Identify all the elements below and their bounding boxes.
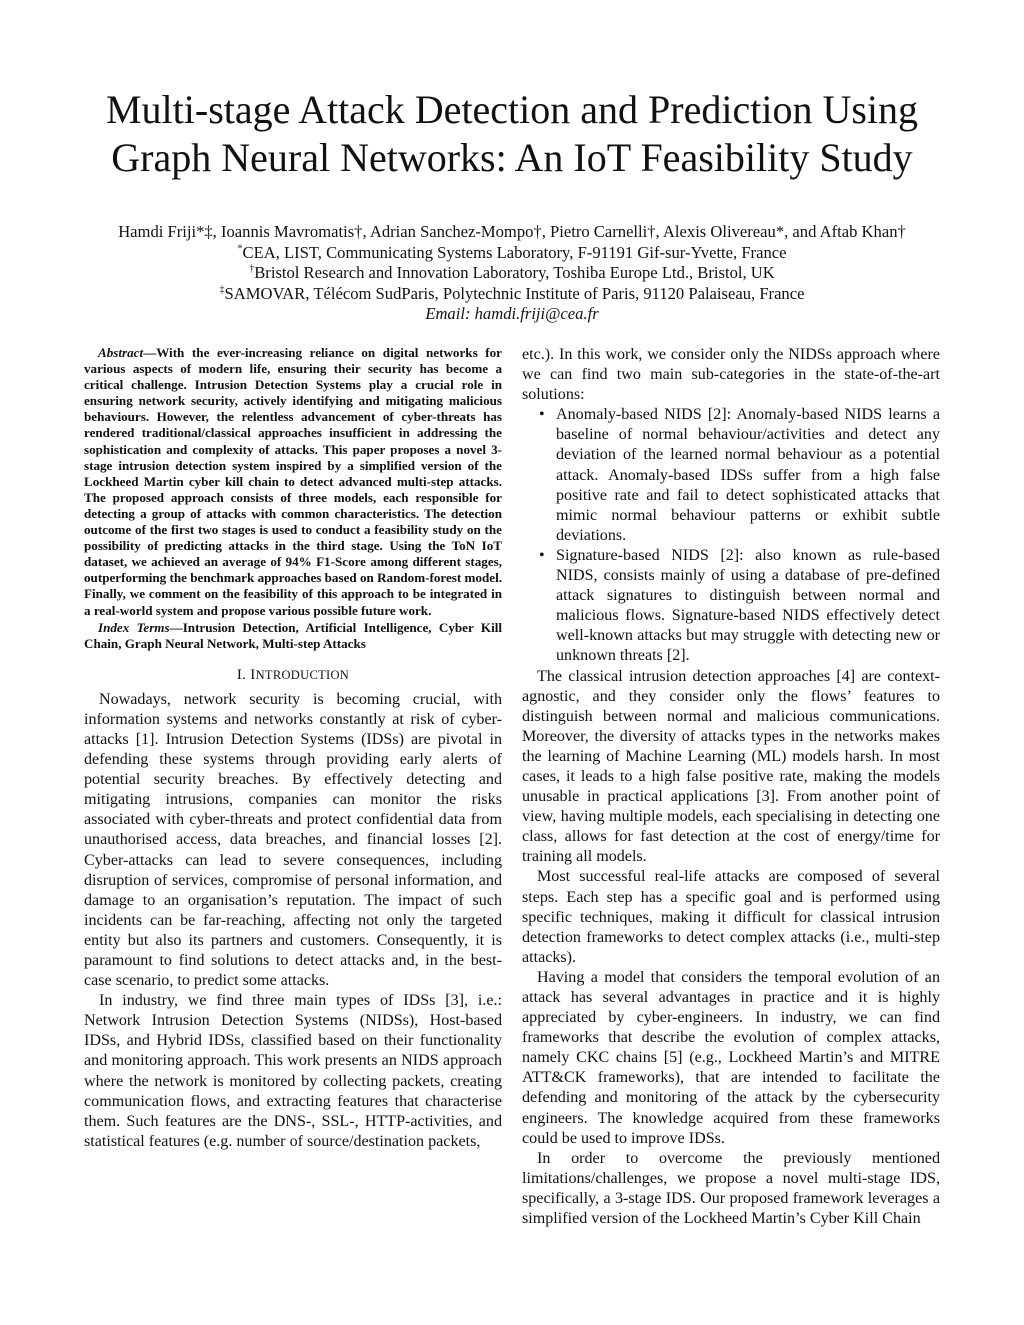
index-terms-label: Index Terms bbox=[98, 619, 170, 635]
title-line-1: Multi-stage Attack Detection and Prediction Using bbox=[105, 87, 919, 132]
left-column bbox=[84, 345, 502, 1152]
list-item bbox=[539, 405, 940, 546]
section-heading-introduction bbox=[84, 667, 502, 684]
paragraph: Having a model that considers the temporal evolution of an attack has several advantages in practice and it is highly appreciated by cyber-engineers. In industry, we can find frameworks that describe the evolution of complex attacks, namely CKC chains [5] (e.g., Lockheed Martin’s and MITRE ATT&CK frameworks), that are intended to facilitate the defending and monitoring of the attack by the cybersecurity engineers. The knowledge acquired from these frameworks could be used to improve IDSs. bbox=[522, 968, 940, 1147]
section-numeral: I. bbox=[236, 666, 251, 683]
affiliation-mark: ‡ bbox=[219, 283, 225, 295]
index-terms-text: —Intrusion Detection, Artificial Intelligence, Cyber Kill Chain, Graph Neural Network, Multi-step Attacks bbox=[84, 619, 502, 651]
affiliation-1 bbox=[20, 243, 1004, 264]
abstract bbox=[84, 345, 502, 619]
author-block bbox=[20, 222, 1004, 325]
author-names: Hamdi Friji*‡, Ioannis Mavromatis†, Adrian Sanchez-Mompo†, Pietro Carnelli†, Alexis Olivereau*, and Aftab Khan† bbox=[118, 222, 906, 241]
paragraph: In order to overcome the previously mentioned limitations/challenges, we propose a novel multi-stage IDS, specifically, a 3-stage IDS. Our proposed framework leverages a simplified version of the Lockheed Martin’s Cyber Kill Chain bbox=[522, 1149, 940, 1228]
list-item-text: Anomaly-based NIDS [2]: Anomaly-based NIDS learns a baseline of normal behaviour/activities and detect any deviation of the learned normal behaviour as a potential attack. Anomaly-based IDSs suffer from a high false positive rate and fail to detect sophisticated attacks that mimic normal behaviour patterns or exhibit subtle deviations. bbox=[556, 406, 940, 544]
bullet-icon: • bbox=[539, 406, 545, 424]
paragraph: In industry, we find three main types of IDSs [3], i.e.: Network Intrusion Detection Systems (NIDSs), Host-based IDSs, and Hybrid IDSs, classified based on their functionality and monitoring approach. This work presents an NIDS approach where the network is monitored by collecting packets, creating communication flows, and extracting features that characterise them. Such features are the DNS-, SSL-, HTTP-activities, and statistical features (e.g. number of source/destination packets, bbox=[84, 992, 502, 1150]
paragraph: Nowadays, network security is becoming crucial, with information systems and networks constantly at risk of cyber-attacks [1]. Intrusion Detection Systems (IDSs) are pivotal in defending these systems through providing early alerts of potential security breaches. By effectively detecting and mitigating intrusions, companies can monitor the risks associated with cyber-threats and protect confidential data from unauthorised access, data breaches, and financial losses [2]. Cyber-attacks can lead to severe consequences, including disruption of services, compromise of personal information, and damage to an organisation’s reputation. The impact of such incidents can be far-reaching, affecting not only the targeted entity but also its partners and customers. Consequently, it is paramount to find solutions to detect attacks and, in the best-case scenario, to predict some attacks. bbox=[84, 690, 502, 990]
affiliation-mark: † bbox=[249, 263, 255, 275]
right-column bbox=[522, 345, 940, 1229]
affiliation-text: CEA, LIST, Communicating Systems Laboratory, F-91191 Gif-sur-Yvette, France bbox=[242, 242, 787, 262]
bullet-icon: • bbox=[539, 546, 545, 564]
affiliation-text: SAMOVAR, Télécom SudParis, Polytechnic Institute of Paris, 91120 Palaiseau, France bbox=[224, 283, 805, 303]
affiliation-2 bbox=[20, 263, 1004, 284]
index-terms bbox=[84, 620, 502, 652]
section-title-cap: I bbox=[250, 666, 256, 683]
affiliation-mark: * bbox=[237, 242, 243, 254]
paper-title bbox=[40, 86, 984, 182]
affiliation-3 bbox=[20, 284, 1004, 305]
bullet-list bbox=[522, 405, 940, 666]
abstract-text: —With the ever-increasing reliance on digital networks for various aspects of modern life, ensuring their security has become a critical challenge. Intrusion Detection Systems play a crucial role in ensuring network security, actively identifying and mitigating malicious behaviours. However, the relentless advancement of cyber-threats has rendered traditional/classical approaches insufficient in addressing the sophistication and complexity of attacks. This paper proposes a novel 3-stage intrusion detection system inspired by a simplified version of the Lockheed Martin cyber kill chain to detect advanced multi-step attacks. The proposed approach consists of three models, each responsible for detecting a group of attacks with common characteristics. The detection outcome of the first two stages is used to conduct a feasibility study on the possibility of predicting attacks in the third stage. Using the ToN IoT dataset, we achieved an average of 94% F1-Score among different stages, outperforming the benchmark approaches based on Random-forest model. Finally, we comment on the feasibility of this approach to be integrated in a real-world system and propose various possible future work. bbox=[84, 345, 502, 618]
list-item bbox=[539, 546, 940, 667]
section-title-rest: NTRODUCTION bbox=[255, 667, 350, 682]
title-line-2: Graph Neural Networks: An IoT Feasibility Study bbox=[111, 135, 913, 180]
list-item-text: Signature-based NIDS [2]: also known as rule-based NIDS, consists mainly of using a database of pre-defined attack signatures to distinguish between normal and malicious flows. Signature-based NIDS effectively detect well-known attacks but may struggle with detecting new or unknown threats [2]. bbox=[556, 546, 940, 665]
contact-email: Email: hamdi.friji@cea.fr bbox=[425, 304, 599, 323]
paragraph: The classical intrusion detection approaches [4] are context-agnostic, and they consider only the flows’ features to distinguish between normal and malicious communications. Moreover, the diversity of attacks types in the networks makes the learning of Machine Learning (ML) models harsh. In most cases, it leads to a high false positive rate, making the models unusable in practical applications [3]. From another point of view, having multiple models, each specialising in detecting one class, allows for fast detection at the cost of energy/time for training all models. bbox=[522, 667, 940, 866]
paragraph-continued: etc.). In this work, we consider only the NIDSs approach where we can find two main sub-categories in the state-of-the-art solutions: bbox=[522, 346, 940, 404]
abstract-label: Abstract bbox=[98, 345, 144, 360]
paragraph: Most successful real-life attacks are composed of several steps. Each step has a specific goal and is performed using specific techniques, making it difficult for classical intrusion detection frameworks to detect complex attacks (i.e., multi-step attacks). bbox=[522, 868, 940, 966]
affiliation-text: Bristol Research and Innovation Laboratory, Toshiba Europe Ltd., Bristol, UK bbox=[254, 263, 775, 282]
